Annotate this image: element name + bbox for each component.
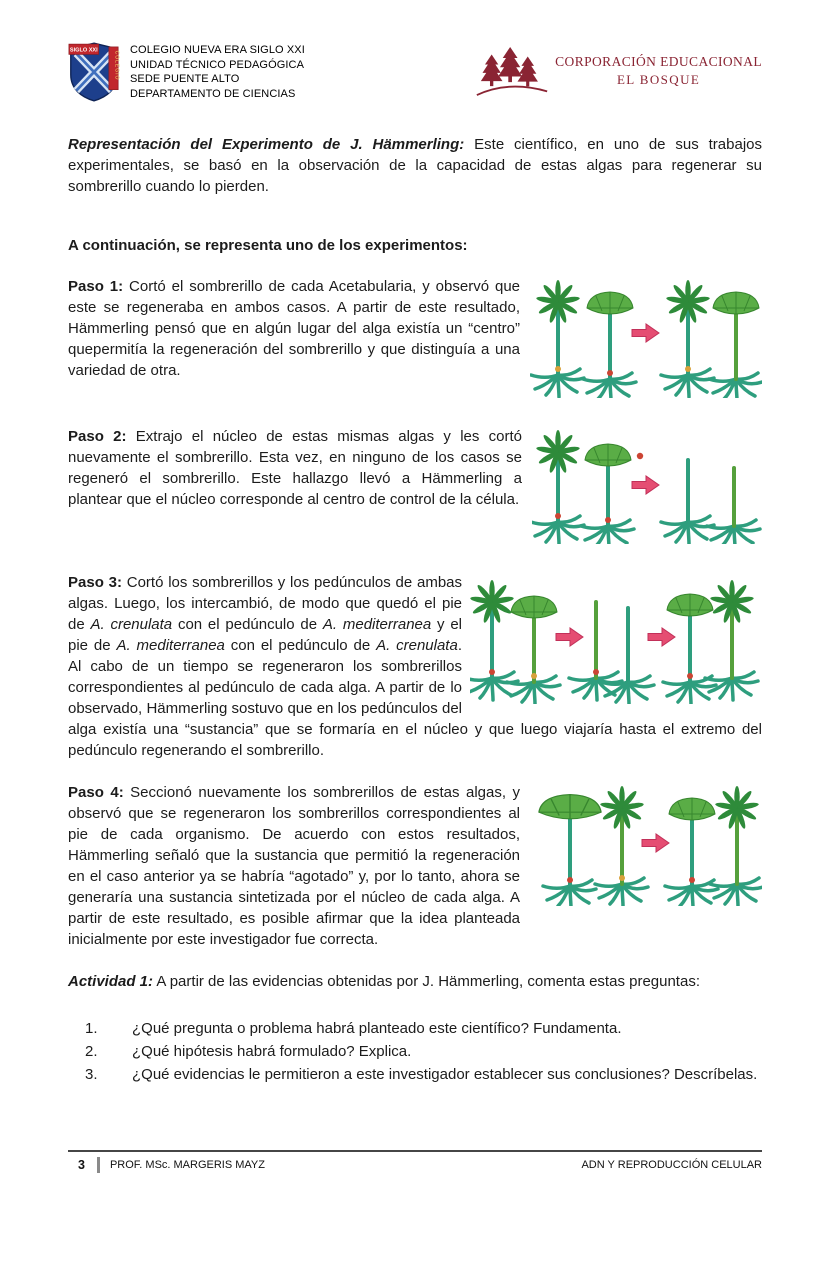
footer-author: PROF. MSc. MARGERIS MAYZ xyxy=(109,1159,265,1171)
footer-divider xyxy=(97,1157,100,1173)
question-item-3 xyxy=(68,1064,762,1085)
intro-paragraph xyxy=(68,134,762,197)
paso4-illustration xyxy=(530,782,762,911)
paso2-text: Extrajo el núcleo de estas mismas algas y les cortó nuevamente el sombrerillo. Esta vez, en ninguno de los casos se regeneró el sombrerillo. Este hallazgo llevó a Hämmerling a plantear que el núcleo corresponde al centro de control de la célula. xyxy=(68,428,522,508)
species-name: A. mediterranea xyxy=(116,637,225,654)
question-text: ¿Qué evidencias le permitieron a este investigador establecer sus conclusiones? Descríbelas. xyxy=(132,1066,758,1083)
intro-text: Este científico, en uno de sus trabajos experimentales, se basó en la observación de la capacidad de estas algas para regenerar su sombrerillo cuando lo pierden. xyxy=(68,136,762,195)
school-name: COLEGIO NUEVA ERA SIGLO XXI xyxy=(130,44,305,56)
paso4-label: Paso 4: xyxy=(68,784,124,801)
shield-side-text: COLEGIO xyxy=(113,50,120,81)
question-text: ¿Qué hipótesis habrá formulado? Explica. xyxy=(132,1043,412,1060)
paso1-algae-drawing xyxy=(530,276,762,398)
species-name: A. mediterranea xyxy=(322,616,432,633)
paso2-algae-drawing xyxy=(532,426,762,544)
document-header xyxy=(68,40,762,104)
paso1-illustration xyxy=(530,276,762,403)
species-name: A. crenulata xyxy=(90,616,173,633)
footer-document-title: ADN Y REPRODUCCIÓN CELULAR xyxy=(581,1159,762,1171)
pine-trees-logo xyxy=(475,42,549,100)
question-number: 3. xyxy=(85,1066,98,1083)
paso3-label: Paso 3: xyxy=(68,574,122,591)
page-footer xyxy=(68,1150,762,1173)
question-text: ¿Qué pregunta o problema habrá planteado este científico? Fundamenta. xyxy=(132,1020,622,1037)
paso1-label: Paso 1: xyxy=(68,278,124,295)
school-department: DEPARTAMENTO DE CIENCIAS xyxy=(130,87,296,100)
question-item-1 xyxy=(68,1018,762,1039)
paso3-text-segment: . Al cabo de un tiempo se regeneraron los sombrerillos correspondientes al pedúnculo de cada alga. A partir de lo observado, Hämmerling sostuvo que en los pedúnculos del alga existía una “sustancia” que se formaría en el núcleo y que luego viajaría hasta el extremo del pedúnculo regenerando el sombrerillo. xyxy=(68,637,762,759)
paso3-text-segment: y el pie de xyxy=(68,616,462,654)
paso4-algae-drawing xyxy=(530,782,762,906)
paso3-text-segment: con el pedúnculo de xyxy=(172,616,323,633)
paso2-label: Paso 2: xyxy=(68,428,127,445)
school-campus: SEDE PUENTE ALTO xyxy=(130,73,240,85)
shield-banner-text: SIGLO XXI xyxy=(69,47,98,54)
paso3-text-segment: con el pedúnculo de xyxy=(224,637,377,654)
page-number: 3 xyxy=(78,1158,85,1172)
school-shield-logo xyxy=(68,40,120,104)
intro-lead: Representación del Experimento de J. Hämmerling: xyxy=(68,136,465,153)
corporation-identity xyxy=(475,40,762,100)
question-item-2 xyxy=(68,1041,762,1062)
school-info xyxy=(130,40,305,101)
paso3-illustration xyxy=(470,572,762,709)
step-1 xyxy=(68,276,762,405)
step-2 xyxy=(68,426,762,551)
corporation-name: CORPORACIÓN EDUCACIONAL xyxy=(555,54,762,69)
school-identity xyxy=(68,40,305,104)
step-4 xyxy=(68,782,762,950)
paso1-text: Cortó el sombrerillo de cada Acetabularia, y observó que este se regeneraba en ambos casos. A partir de este resultado, Hämmerling pensó que en algún lugar del alga existía un “centro” quepermitía la regeneración del sombrerillo y que distinguía a una variedad de otra. xyxy=(68,278,521,379)
questions-list xyxy=(68,1018,762,1085)
activity-label: Actividad 1: xyxy=(68,973,154,990)
species-name: A. crenulata xyxy=(376,637,458,654)
question-number: 2. xyxy=(85,1043,98,1060)
paso4-text: Seccionó nuevamente los sombrerillos de estas algas, y observó que se regeneraron los sombrerillos correspondientes al pie de cada organismo. De acuerdo con estos resultados, Hämmerling señaló que la sustancia que permitió la regeneración en el caso anterior ya se habría “agotado” y, por lo tanto, ahora se generaría una sustancia sintetizada por el núcleo de cada alga. A partir de este resultado, es posible afirmar que la idea planteada inicialmente por este investigador fue correcta. xyxy=(68,784,520,948)
corporation-name-block xyxy=(555,54,762,88)
question-number: 1. xyxy=(85,1020,98,1037)
paso3-text-segment: Cortó los sombrerillos y los pedúnculos de ambas algas. Luego, los intercambió, de modo que quedó el pie de xyxy=(68,574,462,633)
step-3 xyxy=(68,572,762,761)
school-unit: UNIDAD TÉCNICO PEDAGÓGICA xyxy=(130,58,305,71)
corporation-subname: EL BOSQUE xyxy=(616,72,701,87)
activity-text: A partir de las evidencias obtenidas por J. Hämmerling, comenta estas preguntas: xyxy=(153,973,700,990)
section-subtitle: A continuación, se representa uno de los experimentos: xyxy=(68,237,468,254)
activity-paragraph xyxy=(68,971,762,992)
paso3-algae-drawing xyxy=(470,572,762,704)
paso2-illustration xyxy=(532,426,762,549)
